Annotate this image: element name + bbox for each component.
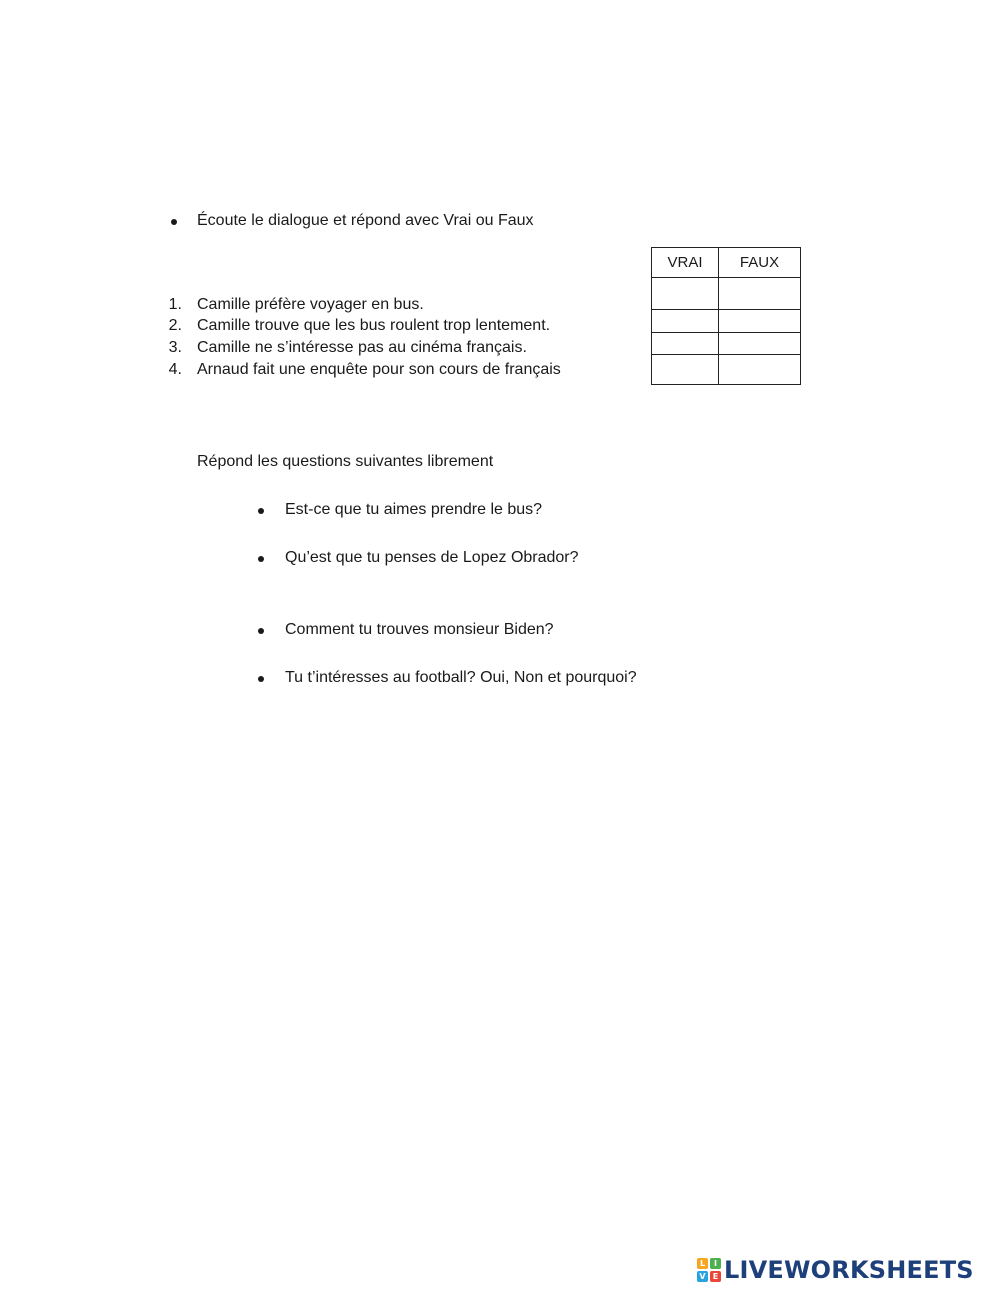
open-questions-heading: Répond les questions suivantes librement: [197, 453, 494, 470]
logo-letter-e: E: [710, 1271, 721, 1282]
answer-cell-4-faux[interactable]: [719, 355, 801, 385]
statement-number: 4.: [168, 361, 182, 378]
question-bullet-icon: [258, 676, 264, 682]
answer-cell-1-faux[interactable]: [719, 278, 801, 310]
open-question: Qu’est que tu penses de Lopez Obrador?: [285, 549, 579, 566]
answer-cell-2-vrai[interactable]: [652, 310, 719, 333]
instruction-bullet-icon: [171, 219, 177, 225]
statement-text: Arnaud fait une enquête pour son cours de français: [197, 361, 561, 378]
faux-header: FAUX: [719, 248, 801, 278]
logo-letter-l: L: [697, 1258, 708, 1269]
logo-letter-v: V: [697, 1271, 708, 1282]
liveworksheets-logo-icon: [697, 1258, 721, 1282]
logo-text: LIVEWORKSHEETS: [724, 1256, 974, 1284]
answer-cell-4-vrai[interactable]: [652, 355, 719, 385]
question-bullet-icon: [258, 508, 264, 514]
true-false-table: [651, 247, 801, 385]
instruction-text: Écoute le dialogue et répond avec Vrai ou Faux: [197, 212, 534, 229]
statement-text: Camille préfère voyager en bus.: [197, 296, 424, 313]
open-question: Est-ce que tu aimes prendre le bus?: [285, 501, 543, 518]
logo-letter-i: I: [710, 1258, 721, 1269]
statement-text: Camille trouve que les bus roulent trop lentement.: [197, 317, 551, 334]
open-question: Tu t’intéresses au football? Oui, Non et pourquoi?: [285, 669, 637, 686]
answer-cell-2-faux[interactable]: [719, 310, 801, 333]
answer-cell-3-faux[interactable]: [719, 333, 801, 355]
question-bullet-icon: [258, 556, 264, 562]
statement-text: Camille ne s’intéresse pas au cinéma français.: [197, 339, 527, 356]
question-bullet-icon: [258, 628, 264, 634]
open-question: Comment tu trouves monsieur Biden?: [285, 621, 554, 638]
liveworksheets-logo: [697, 1256, 974, 1284]
vrai-header: VRAI: [652, 248, 719, 278]
statement-number: 2.: [168, 317, 182, 334]
answer-cell-3-vrai[interactable]: [652, 333, 719, 355]
answer-cell-1-vrai[interactable]: [652, 278, 719, 310]
statement-number: 3.: [168, 339, 182, 356]
statement-number: 1.: [168, 296, 182, 313]
